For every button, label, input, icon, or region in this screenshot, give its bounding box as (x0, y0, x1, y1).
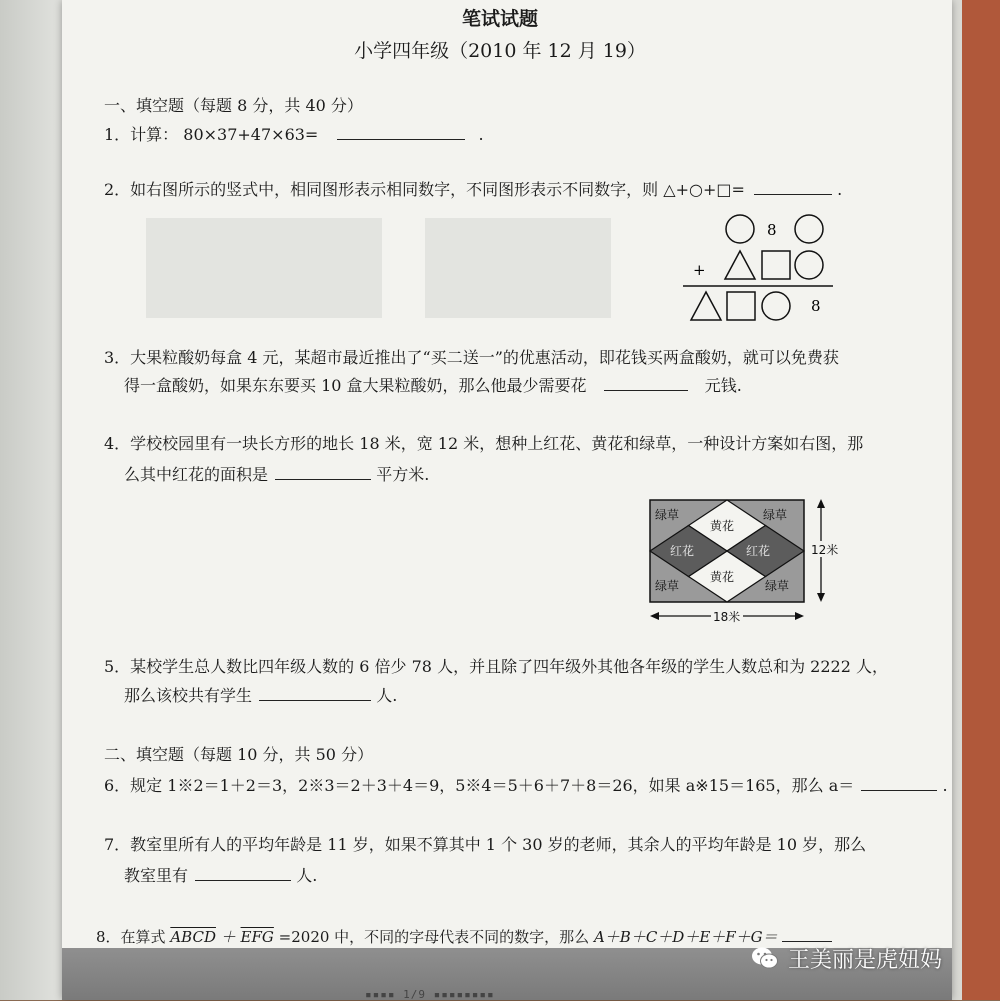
question-5-text: 那么该校共有学生 (124, 686, 253, 705)
question-8-prefix: 8．在算式 (96, 928, 166, 946)
figure-plus-sign: + (693, 261, 706, 279)
question-4-text: 么其中红花的面积是 (124, 465, 269, 484)
triangle-shape-icon (725, 251, 755, 279)
question-7-text: 教室里有 (124, 866, 189, 885)
figure-digit-top: 8 (767, 221, 777, 239)
garden-design-figure (645, 495, 845, 625)
label-red-right: 红花 (746, 544, 771, 558)
label-green-bl: 绿草 (655, 579, 680, 593)
width-label: 18米 (713, 610, 741, 624)
label-green-br: 绿草 (765, 579, 790, 593)
label-yellow-top: 黄花 (710, 519, 735, 533)
answer-blank-6[interactable] (861, 776, 937, 791)
answer-blank-2[interactable] (754, 180, 832, 195)
question-1 (104, 122, 484, 145)
question-4-end: 平方米. (376, 465, 430, 484)
answer-blank-4[interactable] (275, 465, 371, 480)
triangle-shape-icon (691, 292, 721, 320)
question-4-line-2 (124, 462, 429, 485)
answer-blank-3[interactable] (604, 376, 688, 391)
question-4-line-1: 4．学校校园里有一块长方形的地长 18 米，宽 12 米，想种上红花、黄花和绿草，一种设计方案如右图，那 (104, 434, 864, 453)
bleed-through-box (146, 218, 382, 318)
page-subtitle: 小学四年级（2010 年 12 月 19） (354, 40, 646, 62)
question-5-line-2 (124, 683, 397, 706)
square-shape-icon (727, 292, 755, 320)
question-6-end: . (942, 776, 948, 795)
circle-shape-icon (795, 251, 823, 279)
circle-shape-icon (726, 215, 754, 243)
arrow-left-icon (650, 612, 659, 620)
shape-addition-figure (665, 208, 835, 324)
question-8 (96, 926, 832, 947)
question-5-end: 人. (376, 686, 398, 705)
wechat-icon (750, 943, 780, 973)
page-title: 笔试试题 (461, 8, 538, 30)
question-7-line-2 (124, 863, 317, 886)
question-2-end: . (837, 180, 843, 199)
overlined-efg: $\overline{EFG}$ (240, 928, 274, 946)
question-3-line-1: 3．大果粒酸奶每盒 4 元，某超市最近推出了“买二送一”的优惠活动，即花钱买两盒酸奶，就可以免费获 (104, 348, 839, 367)
label-red-left: 红花 (670, 544, 695, 558)
square-shape-icon (762, 251, 790, 279)
label-yellow-bottom: 黄花 (710, 570, 735, 584)
arrow-down-icon (817, 593, 825, 602)
circle-shape-icon (762, 292, 790, 320)
answer-blank-5[interactable] (259, 686, 371, 701)
answer-blank-1[interactable] (337, 125, 465, 140)
plus-sign: ＋ (220, 928, 236, 946)
answer-blank-7[interactable] (195, 866, 291, 881)
question-7-end: 人. (296, 866, 318, 885)
question-3-end: 元钱. (704, 376, 742, 395)
question-6-text: 6．规定 1※2＝1＋2＝3，2※3＝2＋3＋4＝9，5※4＝5＋6＋7＋8＝26，如果 a※15＝165，那么 a＝ (104, 776, 855, 795)
question-8-mid: =2020 中，不同的字母代表不同的数字，那么 (278, 928, 590, 946)
watermark (750, 940, 942, 976)
question-6 (104, 773, 948, 796)
arrow-up-icon (817, 499, 825, 508)
question-7-line-1: 7．教室里所有人的平均年龄是 11 岁，如果不算其中 1 个 30 岁的老师，其余人的平均年龄是 10 岁，那么 (104, 835, 867, 854)
question-2-text: 2．如右图所示的竖式中，相同图形表示相同数字，不同图形表示不同数字，则 △+○+□= (104, 180, 745, 199)
label-green-tl: 绿草 (655, 508, 680, 522)
section-heading-1: 一、填空题（每题 8 分，共 40 分） (104, 96, 363, 115)
page-number: ▪▪▪▪ 1/9 ▪▪▪▪▪▪▪▪ (365, 988, 495, 1001)
question-1-end: . (478, 125, 484, 144)
letter-sum: A＋B＋C＋D＋E＋F＋G＝ (593, 928, 778, 946)
figure-digit-result: 8 (811, 297, 821, 315)
overlined-abcd: ABCD (170, 928, 216, 946)
adjacent-left-page (0, 0, 70, 1000)
bleed-through-box (425, 218, 611, 318)
question-3-line-2 (124, 373, 742, 396)
circle-shape-icon (795, 215, 823, 243)
watermark-text: 王美丽是虎妞妈 (788, 947, 943, 973)
height-label: 12米 (811, 543, 839, 557)
table-surface (962, 0, 1000, 1000)
question-3-text: 得一盒酸奶，如果东东要买 10 盒大果粒酸奶，那么他最少需要花 (124, 376, 587, 395)
question-5-line-1: 5．某校学生总人数比四年级人数的 6 倍少 78 人，并且除了四年级外其他各年级的学生人数总和为 2222 人， (104, 657, 888, 676)
section-heading-2: 二、填空题（每题 10 分，共 50 分） (104, 745, 374, 764)
arrow-right-icon (795, 612, 804, 620)
question-1-text: 1．计算： 80×37+47×63= (104, 125, 319, 144)
label-green-tr: 绿草 (763, 508, 788, 522)
question-2 (104, 177, 842, 200)
